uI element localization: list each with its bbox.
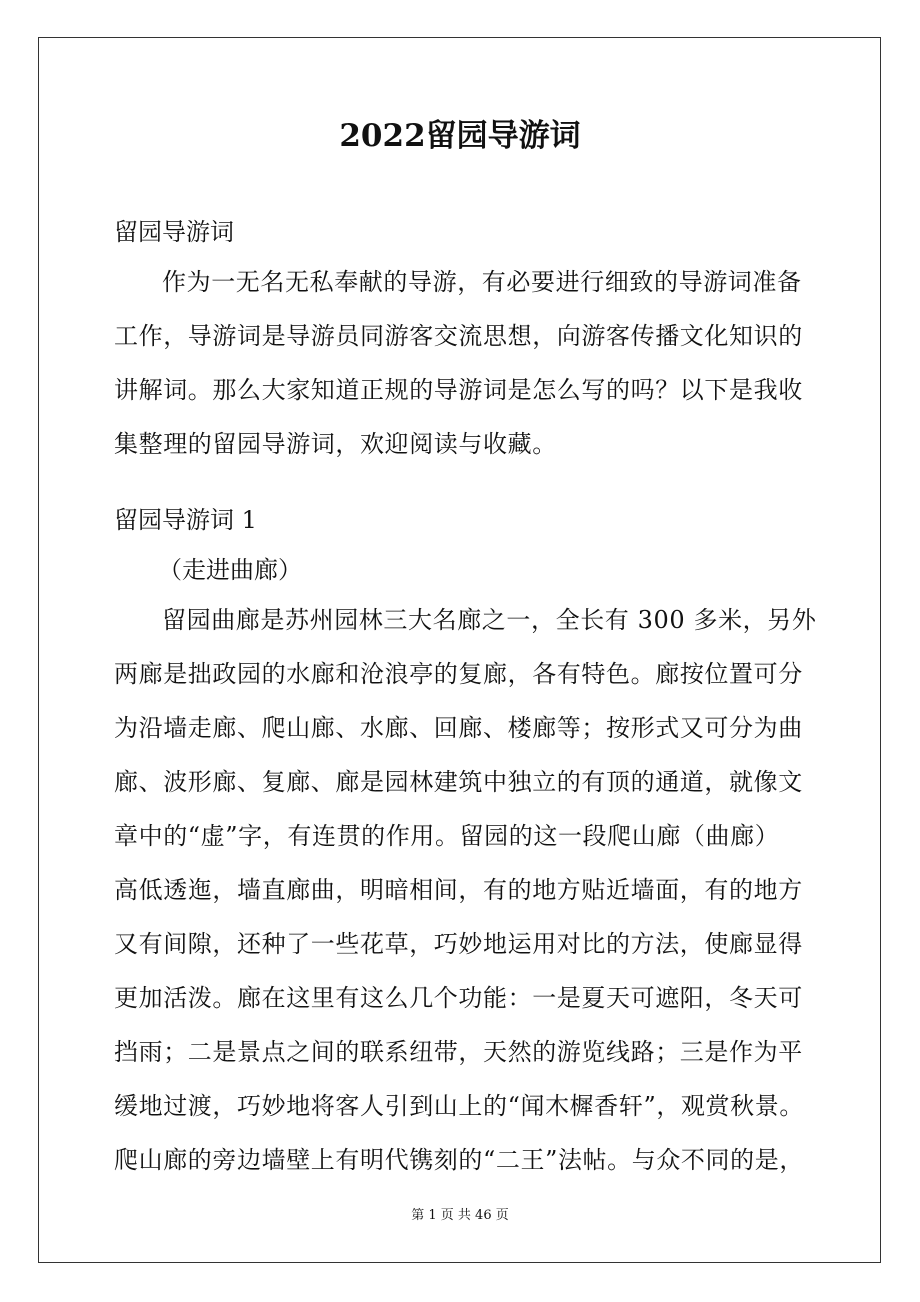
intro-line: 讲解词。那么大家知道正规的导游词是怎么写的吗？以下是我收: [114, 376, 803, 404]
section1-line: 爬山廊的旁边墙壁上有明代镌刻的“二王”法帖。与众不同的是，: [114, 1146, 804, 1174]
intro-heading: 留园导游词: [114, 218, 234, 246]
section1-line: 为沿墙走廊、爬山廊、水廊、回廊、楼廊等；按形式又可分为曲: [114, 714, 803, 742]
intro-line: 工作，导游词是导游员同游客交流思想，向游客传播文化知识的: [114, 322, 803, 350]
intro-paragraph: [114, 255, 836, 471]
section1-line: 高低透迤，墙直廊曲，明暗相间，有的地方贴近墙面，有的地方: [114, 876, 803, 904]
section1-line: 缓地过渡，巧妙地将客人引到山上的“闻木樨香轩”，观赏秋景。: [114, 1092, 804, 1120]
section1-heading: 留园导游词 1: [114, 506, 257, 534]
section1-line: 章中的“虚”字，有连贯的作用。留园的这一段爬山廊（曲廊）: [114, 822, 780, 850]
section1-line: 廊、波形廊、复廊、廊是园林建筑中独立的有顶的通道，就像文: [114, 768, 803, 796]
section1-line: 留园曲廊是苏州园林三大名廊之一，全长有 300 多米，另外: [162, 606, 817, 634]
section1-line: 更加活泼。廊在这里有这么几个功能：一是夏天可遮阳，冬天可: [114, 984, 803, 1012]
intro-line: 集整理的留园导游词，欢迎阅读与收藏。: [114, 430, 557, 458]
page-footer: 第 1 页 共 46 页: [411, 1208, 509, 1223]
document-title: 2022留园导游词: [339, 118, 581, 154]
section1-line: 两廊是拙政园的水廊和沧浪亭的复廊，各有特色。廊按位置可分: [114, 660, 803, 688]
section1-line: 挡雨；二是景点之间的联系纽带，天然的游览线路；三是作为平: [114, 1038, 803, 1066]
intro-line: 作为一无名无私奉献的导游，有必要进行细致的导游词准备: [162, 268, 802, 296]
section1-line: 又有间隙，还种了一些花草，巧妙地运用对比的方法，使廊显得: [114, 930, 803, 958]
section1-paragraph: [114, 593, 836, 1187]
section1-subheading: （走进曲廊）: [158, 556, 302, 584]
